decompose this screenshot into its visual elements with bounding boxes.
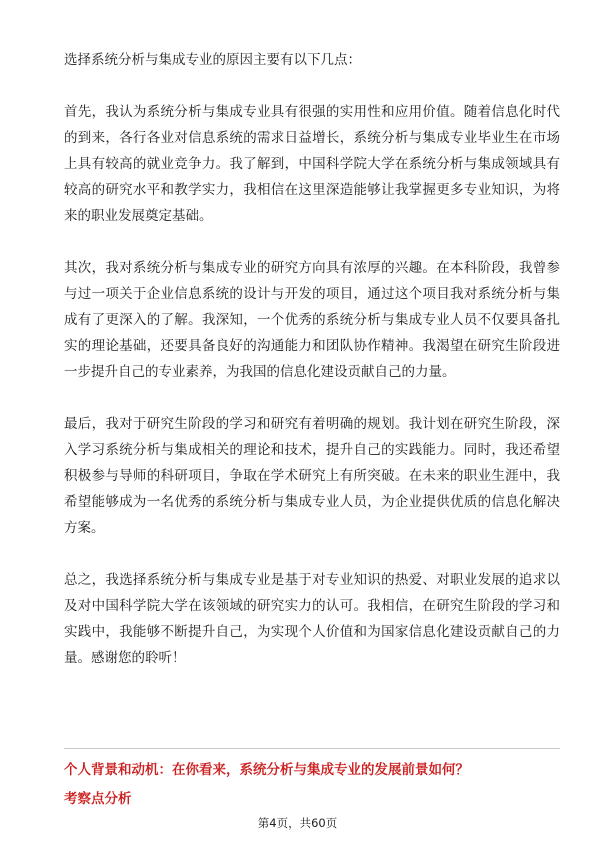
intro-line: 选择系统分析与集成专业的原因主要有以下几点： bbox=[64, 52, 361, 68]
paragraph-first: 首先，我认为系统分析与集成专业具有很强的实用性和应用价值。随着信息化时代的到来，各行各业对信息系统的需求日益增长，系统分析与集成专业毕业生在市场上具有较高的就业竞争力。我了解到，中国科学院大学在系统分析与集成领域具有较高的研究水平和教学实力，我相信在这里深造能够让我掌握更多专业知识，为将来的职业发展奠定基础。 bbox=[64, 104, 560, 224]
section-divider bbox=[64, 748, 560, 749]
paragraph-third: 最后，我对于研究生阶段的学习和研究有着明确的规划。我计划在研究生阶段，深入学习系统分析与集成相关的理论和技术，提升自己的实践能力。同时，我还希望积极参与导师的科研项目，争取在学术研究上有所突破。在未来的职业生涯中，我希望能够成为一名优秀的系统分析与集成专业人员，为企业提供优质的信息化解决方案。 bbox=[64, 416, 560, 536]
analysis-subheading: 考察点分析 bbox=[64, 791, 132, 807]
document-body bbox=[64, 47, 560, 697]
paragraph-second: 其次，我对系统分析与集成专业的研究方向具有浓厚的兴趣。在本科阶段，我曾参与过一项关于企业信息系统的设计与开发的项目，通过这个项目我对系统分析与集成有了更深入的了解。我深知，一个优秀的系统分析与集成专业人员不仅要具备扎实的理论基础，还要具备良好的沟通能力和团队协作精神。我渴望在研究生阶段进一步提升自己的专业素养，为我国的信息化建设贡献自己的力量。 bbox=[64, 260, 560, 380]
paragraph-conclusion: 总之，我选择系统分析与集成专业是基于对专业知识的热爱、对职业发展的追求以及对中国科学院大学在该领域的研究实力的认可。我相信，在研究生阶段的学习和实践中，我能够不断提升自己，为实现个人价值和为国家信息化建设贡献自己的力量。感谢您的聆听！ bbox=[64, 572, 560, 666]
page-number: 第4页，共60页 bbox=[257, 816, 338, 830]
question-heading: 个人背景和动机：在你看来，系统分析与集成专业的发展前景如何？ bbox=[64, 762, 469, 778]
